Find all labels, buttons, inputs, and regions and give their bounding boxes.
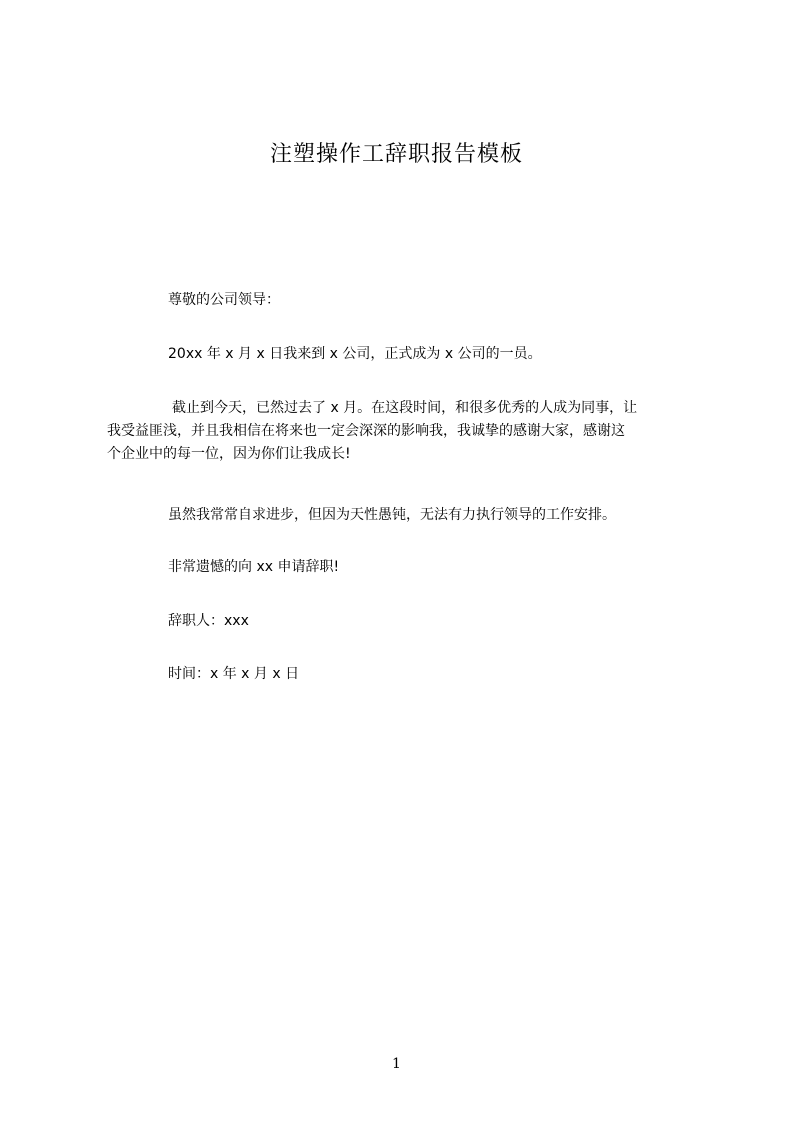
signature-line: 辞职人：xxx — [168, 613, 249, 629]
greeting-line: 尊敬的公司领导： — [168, 292, 280, 308]
time-paragraph-line-3: 个企业中的每一位，因为你们让我成长! — [107, 446, 351, 462]
time-paragraph-line-1: 截止到今天，已然过去了 x 月。在这段时间，和很多优秀的人成为同事，让 — [172, 400, 638, 416]
reason-paragraph: 虽然我常常自求进步，但因为天性愚钝，无法有力执行领导的工作安排。 — [168, 507, 616, 523]
resignation-request: 非常遗憾的向 xx 申请辞职! — [168, 559, 340, 575]
date-line: 时间：x 年 x 月 x 日 — [168, 666, 300, 682]
page-number: 1 — [392, 1056, 401, 1072]
arrival-paragraph: 20xx 年 x 月 x 日我来到 x 公司，正式成为 x 公司的一员。 — [168, 346, 542, 362]
time-paragraph-line-2: 我受益匪浅，并且我相信在将来也一定会深深的影响我，我诚挚的感谢大家，感谢这 — [107, 423, 625, 439]
document-title: 注塑操作工辞职报告模板 — [269, 142, 523, 167]
